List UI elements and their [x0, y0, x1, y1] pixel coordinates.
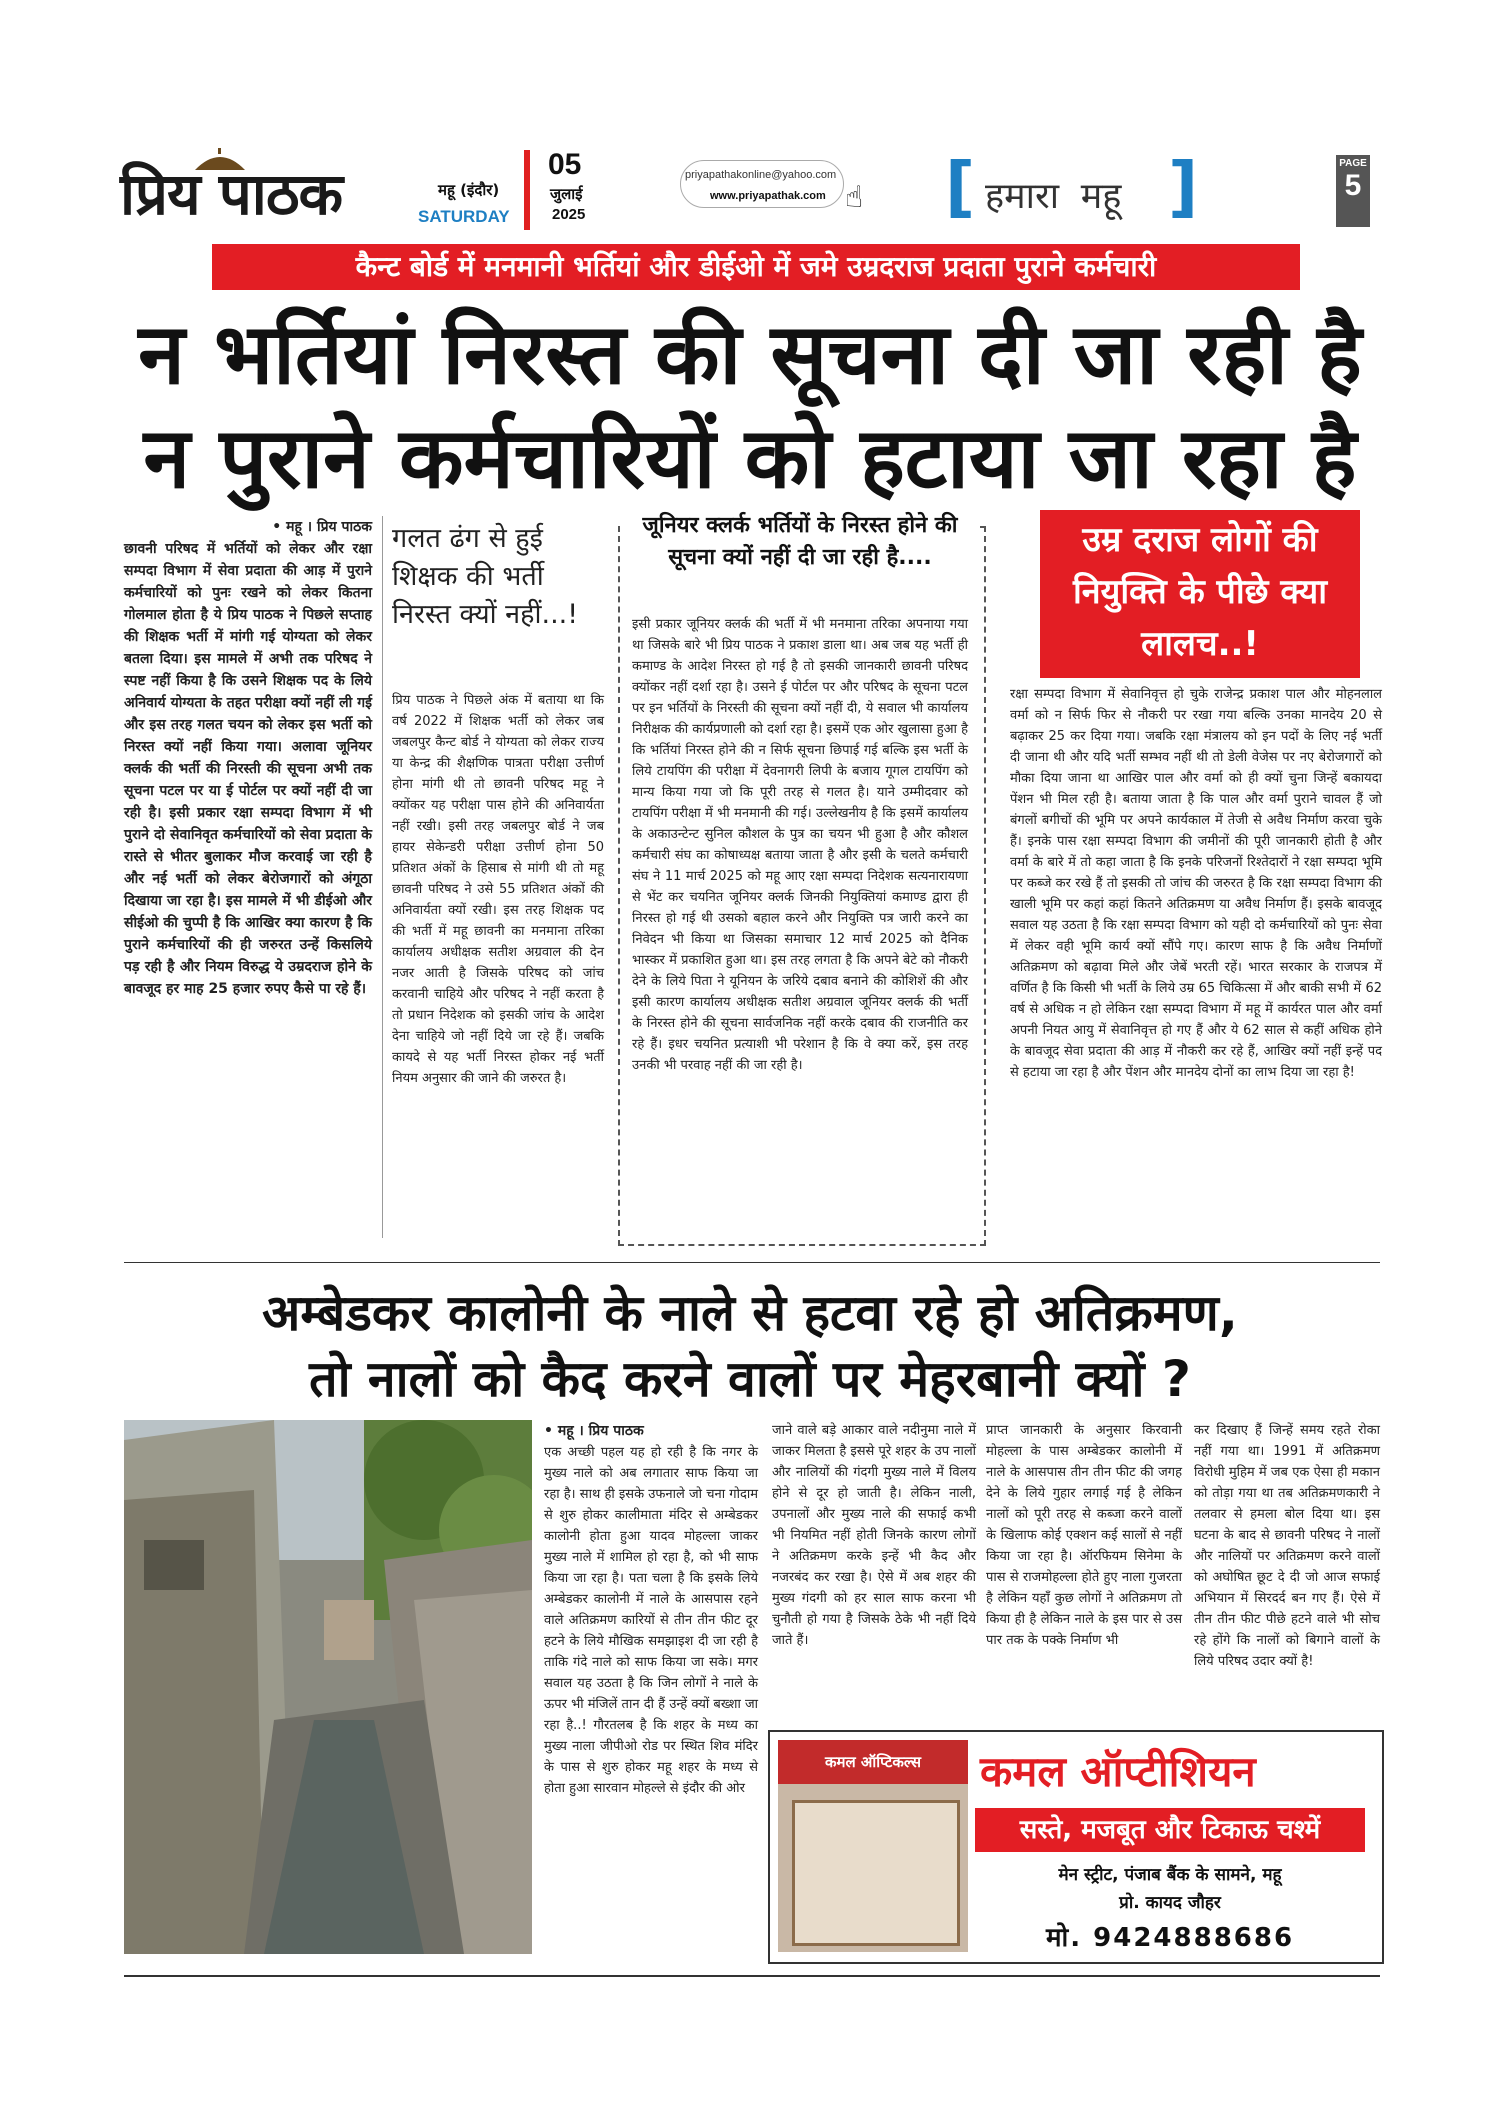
- lead-kicker: कैन्ट बोर्ड में मनमानी भर्तियां और डीईओ में जमे उम्रदराज प्रदाता पुराने कर्मचारी: [212, 244, 1300, 290]
- masthead-logo: प्रिय पाठक: [120, 160, 343, 228]
- second-col1-text: एक अच्छी पहल यह हो रही है कि नगर के मुख्य नाले को अब लगातार साफ किया जा रहा है। साथ ही इसके उफनाले जो चना गोदाम से शुरु होकर कालीमाता मंदिर से अम्बेडकर कालोनी होता हुआ यादव मोहल्ला जाकर मुख्य नाले में शामिल हो रहा है, को भी साफ किया जा रहा है। पता चला है कि इसके लिये अम्बेडकर कालोनी में नाले के आसपास रहने वाले अतिक्रमण कारियों से तीन तीन फीट दूर हटने के लिये मौखिक समझाइश दी जा रही है ताकि गंदे नाले को साफ किया जा सके। मगर सवाल यह उठता है कि जिन लोगों ने नाले के ऊपर भी मंजिलें तान दी हैं उन्हें क्यों बख्शा जा रहा है..! गौरतलब है कि शहर के मध्य का मुख्य नाला जीपीओ रोड पर स्थित शिव मंदिर के पास से शुरु होकर महू शहर के मध्य से होता हुआ सारवान मोहल्ले से इंदौर की ओर: [544, 1445, 758, 1796]
- advert-phone[interactable]: मो. 9424888686: [1045, 1923, 1295, 1953]
- lead-col1-text: छावनी परिषद में भर्तियों को लेकर और रक्षा सम्पदा विभाग में सेवा प्रदाता की आड़ में पुराने कर्मचारियों को पुनः रखने को लेकर कितना गोलमाल होता है ये प्रिय पाठक ने पिछले सप्ताह की शिक्षक भर्ती में मांगी गई योग्यता को लेकर बतला दिया। इस मामले में अभी तक परिषद ने स्पष्ट नहीं किया है कि उसने शिक्षक पद के लिये अनिवार्य योग्यता के तहत परीक्षा क्यों नहीं ली गई और इस तरह गलत चयन को लेकर इस भर्ती को निरस्त क्यों नहीं किया गया। अलावा जूनियर क्लर्क की भर्ती की निरस्ती की सूचना अभी तक सूचना पटल पर या ई पोर्टल पर क्यों नहीं दी जा रही है। इसी प्रकार रक्षा सम्पदा विभाग में भी पुराने दो सेवानिवृत कर्मचारियों को सेवा प्रदाता के रास्ते से भीतर बुलाकर मौज करवाई जा रही है और नई भर्ती को लेकर बेरोजगारों को अंगूठा दिखाया जा रहा है। इस मामले में भी डीईओ और सीईओ की चुप्पी है कि आखिर क्या कारण है कि पुराने कर्मचारियों की ही जरुरत उन्हें किसलिये पड़ रही है और नियम विरुद्ध ये उम्रदराज होने के बावजूद हर माह 25 हजार रुपए कैसे पा रहे हैं।: [124, 541, 372, 997]
- footer-rule: [124, 1975, 1380, 1977]
- second-headline-line1: अम्बेडकर कालोनी के नाले से हटवा रहे हो अतिक्रमण,: [262, 1284, 1238, 1342]
- shop-sign: कमल ऑप्टिकल्स: [778, 1740, 968, 1784]
- advert-tagline: सस्ते, मजबूत और टिकाऊ चश्में: [975, 1808, 1365, 1852]
- shop-counter: [792, 1800, 960, 1946]
- story-divider: [124, 1262, 1380, 1263]
- date-divider: [524, 150, 530, 230]
- date-day-number: 05: [548, 148, 582, 181]
- clerk-subhead: जूनियर क्लर्क भर्तियों के निरस्त होने की सूचना क्यों नहीं दी जा रही है....: [620, 510, 980, 574]
- shop-front-image: [778, 1740, 968, 1952]
- right-bracket-icon: ]: [1168, 148, 1199, 225]
- advert-proprietor: प्रो. कायद जौहर: [1119, 1893, 1221, 1913]
- second-headline-line2: तो नालों को कैद करने वालों पर मेहरबानी क्यों ?: [309, 1350, 1191, 1408]
- second-headline: [120, 1280, 1380, 1412]
- optician-advert[interactable]: [768, 1730, 1384, 1964]
- second-column-1: [544, 1420, 758, 1799]
- email-link[interactable]: priyapathakonline@yahoo.com: [685, 169, 837, 181]
- age-redbox: उम्र दराज लोगों की नियुक्ति के पीछे क्या लालच..!: [1040, 510, 1360, 678]
- advert-name: कमल ऑप्टीशियन: [980, 1747, 1256, 1796]
- edition-day: SATURDAY: [418, 207, 510, 226]
- date-year: 2025: [552, 206, 586, 223]
- drain-photo-image: [124, 1420, 532, 1954]
- website-link[interactable]: www.priyapathak.com: [710, 190, 826, 202]
- page-label: PAGE: [1339, 158, 1367, 169]
- lead-column-1: [124, 516, 372, 1000]
- lead-col2-text: प्रिय पाठक ने पिछले अंक में बताया था कि वर्ष 2022 में शिक्षक भर्ती को लेकर जब जबलपुर कैन्ट बोर्ड ने योग्यता को लेकर राज्य या केन्द्र की शैक्षणिक पात्रता परीक्षा उत्तीर्ण होना मांगी थी तो छावनी परिषद महू ने क्योंकर यह परीक्षा पास होने की अनिवार्यता नहीं रखी। इसी तरह जबलपुर बोर्ड ने जब हायर सेकेन्डरी परीक्षा उत्तीर्ण होना 50 प्रतिशत अंकों के हिसाब से मांगी थी तो महू छावनी परिषद ने उसे 55 प्रतिशत अंकों की अनिवार्यता क्यों रखी। इस तरह शिक्षक पद की भर्ती में महू छावनी का मनमाना तरिका कार्यालय अधीक्षक सतीश अग्रवाल की देन नजर आती है जिसके परिषद को जांच करवानी चाहिये और परिषद ने नहीं करता है तो प्रधान निदेशक को इसकी जांच के आदेश देना चाहिये जो नहीं दिये जा रहे हैं। जबकि कायदे से यह भर्ती निरस्त होकर नई भर्ती नियम अनुसार की जाने की जरुरत है।: [392, 693, 604, 1086]
- lead-headline-line1: न भर्तियां निरस्त की सूचना दी जा रही है: [138, 305, 1362, 403]
- edition-city: महू (इंदौर): [438, 181, 500, 199]
- second-byline: • महू । प्रिय पाठक: [544, 1423, 644, 1439]
- page-number: 5: [1344, 169, 1362, 202]
- lead-headline-line2: न पुराने कर्मचारियों को हटाया जा रहा है: [143, 409, 1357, 507]
- drain-photo: [124, 1420, 532, 1954]
- page-number-box: [1336, 155, 1370, 227]
- lead-col3-text: इसी प्रकार जूनियर क्लर्क की भर्ती में भी मनमाना तरिका अपनाया गया था जिसके बारे भी प्रिय पाठक ने प्रकाश डाला था। अब जब यह भर्ती ही कमाण्ड के आदेश निरस्त हो गई है तो इसकी जानकारी छावनी परिषद क्योंकर नहीं दर्शा रहा है। उसने ई पोर्टल पर और परिषद के सूचना पटल पर इन भर्तियों के निरस्ती की सूचना क्यों नहीं दी, ये सवाल भी कार्यालय निरीक्षक की कार्यप्रणाली को दर्शा रहा है। इसमें एक ओर खुलासा हुआ है कि भर्तियां निरस्त होने की न सिर्फ सूचना छिपाई गई बल्कि इस भर्ती के लिये टायपिंग की परीक्षा में देवनागरी लिपी के बजाय गूगल टायपिंग को मान्य किया गया जो कि पूरी तरह से गलत है। याने उम्मीदवार को टायपिंग परीक्षा में भी मनमानी की गई। उल्लेखनीय है कि इसमें कार्यालय के अकाउन्टेन्ट सुनिल कौशल के पुत्र का चयन भी हुआ है और कौशल कर्मचारी संघ का कोषाध्यक्ष बताया जाता है और इसी के चलते कर्मचारी संघ ने 11 मार्च 2025 को महू आए रक्षा सम्पदा निदेशक सत्यनारायणा से भेंट कर चयनित जूनियर क्लर्क जिनकी नियुक्तियां कमाण्ड द्वारा ही निरस्त हो गई थी उसको बहाल करने और नियुक्ति पत्र जारी करने का निवेदन भी किया था जिसका समाचार 12 मार्च 2025 को दैनिक भास्कर में प्रकाशित हुआ था। इस तरह लगता है कि अपने बेटे को नौकरी देने के लिये पिता ने यूनियन के जरिये दबाव बनाने की कोशिशें की और इसी कारण कार्यालय अधीक्षक सतीश अग्रवाल जूनियर क्लर्क की भर्ती के निरस्त होने की सूचना सार्वजनिक नहीं करके दबाव की राजनीति कर रहे हैं। इधर चयनित प्रत्याशी भी परेशान है कि वे क्या करें, इस तरह उनकी भी परवाह नहीं की जा रही है।: [632, 617, 968, 1073]
- left-bracket-icon: [: [945, 148, 976, 225]
- teacher-subhead: गलत ढंग से हुई शिक्षक की भर्ती निरस्त क्यों नहीं...!: [392, 523, 579, 630]
- second-col3-text: प्राप्त जानकारी के अनुसार किरवानी मोहल्ला के पास अम्बेडकर कालोनी में नाले के आसपास तीन तीन फीट की जगह देने के लिये गुहार लगाई गई है लेकिन नालों को पूरी तरह से कब्जा करने वालों के खिलाफ कोई एक्शन कई सालों से नहीं किया जा रहा है। ऑरफियम सिनेमा के पास से राजमोहल्ला होते हुए नाला गुजरता है लेकिन यहाँ कुछ लोगों ने अतिक्रमण तो किया ही है लेकिन नाले के इस पार से उस पार तक के पक्के निर्माण भी: [986, 1423, 1182, 1648]
- pointer-hand-icon: ☝: [845, 180, 864, 215]
- lead-byline: • महू । प्रिय पाठक: [272, 519, 372, 535]
- date-month: जुलाई: [550, 185, 583, 203]
- second-col2-text: जाने वाले बड़े आकार वाले नदीनुमा नाले में जाकर मिलता है इससे पूरे शहर के उप नालों और नालियों की गंदगी मुख्य नाले में विलय होने से दूर हो जाती है। लेकिन नाली, उपनालों और मुख्य नाले की सफाई कभी भी नियमित नहीं होती जिनके कारण लोगों ने अतिक्रमण करके इन्हें भी कैद और नजरबंद कर रखा है। ऐसे में अब शहर की मुख्य गंदगी को हर साल साफ करना भी चुनौती हो गया है जिसके ठेके भी नहीं दिये जाते हैं।: [772, 1423, 976, 1648]
- column-divider: [382, 516, 383, 1238]
- second-col4-text: कर दिखाए हैं जिन्हें समय रहते रोका नहीं गया था। 1991 में अतिक्रमण विरोधी मुहिम में जब एक ऐसा ही मकान को तोड़ा गया था तब अतिक्रमणकारी ने तलवार से हमला बोल दिया था। इस घटना के बाद से छावनी परिषद ने नालों और नालियों पर अतिक्रमण करने वालों को अघोषित छूट दे दी जो आज सफाई अभियान में सिरदर्द बन गए हैं। ऐसे में तीन तीन फीट पीछे हटने वाले भी सोच रहे होंगे कि नालों को बिगाने वालों के लिये परिषद उदार क्यों है!: [1194, 1423, 1380, 1669]
- advert-address: मेन स्ट्रीट, पंजाब बैंक के सामने, महू: [1058, 1865, 1282, 1885]
- lead-col4-text: रक्षा सम्पदा विभाग में सेवानिवृत्त हो चुके राजेन्द्र प्रकाश पाल और मोहनलाल वर्मा को न सिर्फ फिर से नौकरी पर रखा गया बल्कि उनका मानदेय 20 से बढ़ाकर 25 कर दिया गया। जबकि रक्षा मंत्रालय को इन पदों के लिए नई भर्ती दी जाना थी और यदि भर्ती सम्भव नहीं थी तो डेली वेजेस पर नए बेरोजगारों को मौका दिया जाना था आखिर पाल और वर्मा को ही क्यों चुना जिन्हें बकायदा पेंशन भी मिल रही है। बताया जाता है कि पाल और वर्मा पुराने चावल हैं जो बंगलों बगीचों की भूमि पर अपने कार्यकाल में तेजी से अवैध निर्माण करवा चुके हैं। इनके पास रक्षा सम्पदा विभाग की जमीनों की पूरी जानकारी होती है और वर्मा के बारे में तो कहा जाता है कि इनके परिजनों रिश्तेदारों ने रक्षा सम्पदा भूमि पर कब्जे कर रखे हैं तो इसकी तो जांच की जरुरत है कि रक्षा सम्पदा विभाग की खाली भूमि पर कहां कहां कितने अतिक्रमण या अवैध निर्माण हैं। इसके बावजूद सवाल यह उठता है कि रक्षा सम्पदा विभाग को यही दो कर्मचारियों को पुनः सेवा में लेकर वही भूमि कार्य क्यों सौंपे गए। कारण साफ है कि अवैध निर्माणों अतिक्रमण को बढ़ावा मिले और जेबें भरती रहें। भारत सरकार के राजपत्र में वर्णित है कि किसी भी भर्ती के लिये उम्र 65 चिकित्सा में और बाकी सभी में 62 वर्ष से अधिक न हो लेकिन रक्षा सम्पदा विभाग में महू में कार्यरत पाल और वर्मा अपनी नियत आयु में सेवानिवृत्त हो गए हैं और ये 62 साल से कहीं अधिक होने के बावजूद सेवा प्रदाता की आड़ में नौकरी कर रहे हैं, आखिर क्यों नहीं इन्हें पद से हटाया जा रहा है और पेंशन और मानदेय दोनों का लाभ दिया जा रहा है!: [1010, 687, 1382, 1080]
- section-title: हमारा महू: [985, 176, 1122, 217]
